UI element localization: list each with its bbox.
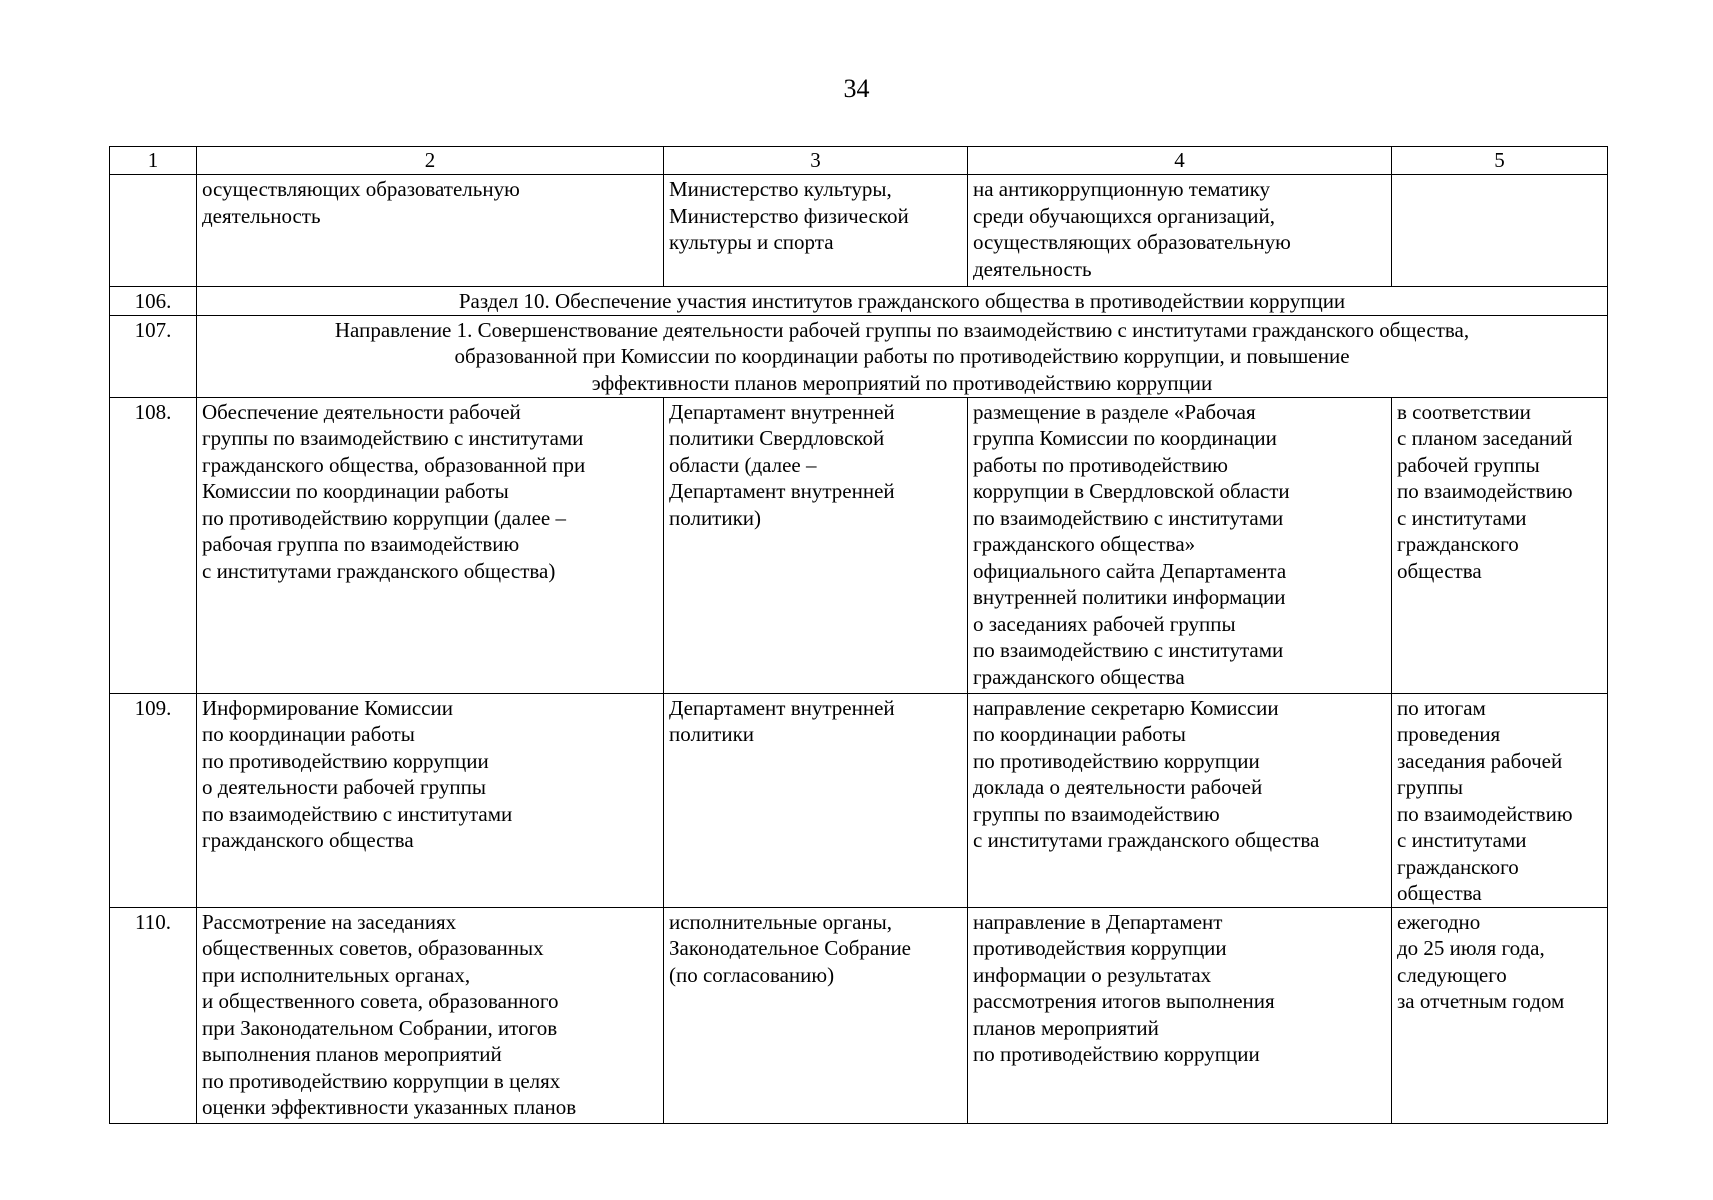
measure-cell: осуществляющих образовательную деятельность [197, 175, 664, 287]
column-number-row [110, 147, 1608, 175]
measure-cell: Информирование Комиссии по координации работы по противодействию коррупции о деятельности рабочей группы по взаимодействию с институтами гражданского общества [197, 693, 664, 907]
column-number: 1 [110, 147, 197, 175]
deadline-cell: в соответствии с планом заседаний рабочей группы по взаимодействию с институтами гражданского общества [1392, 397, 1608, 693]
row-number: 108. [110, 397, 197, 693]
result-cell: направление секретарю Комиссии по координации работы по противодействию коррупции доклада о деятельности рабочей группы по взаимодействию с институтами гражданского общества [968, 693, 1392, 907]
measure-cell: Рассмотрение на заседаниях общественных советов, образованных при исполнительных органах, и общественного совета, образованного при Законодательном Собрании, итогов выполнения планов мероприятий по противодействию коррупции в целях оценки эффективности указанных планов [197, 907, 664, 1123]
result-cell: размещение в разделе «Рабочая группа Комиссии по координации работы по противодействию коррупции в Свердловской области по взаимодействию с институтами гражданского общества» официального сайта Департамента внутренней политики информации о заседаниях рабочей группы по взаимодействию с институтами гражданского общества [968, 397, 1392, 693]
section-heading-row [110, 287, 1608, 316]
measure-cell: Обеспечение деятельности рабочей группы по взаимодействию с институтами гражданского общества, образованной при Комиссии по координации работы по противодействию коррупции (далее – рабочая группа по взаимодействию с институтами гражданского общества) [197, 397, 664, 693]
column-number: 4 [968, 147, 1392, 175]
direction-heading: Направление 1. Совершенствование деятельности рабочей группы по взаимодействию с институтами гражданского общества, образованной при Комиссии по координации работы по противодействию коррупции, и повышение эффективности планов мероприятий по противодействию коррупции [197, 315, 1608, 397]
row-number [110, 175, 197, 287]
executor-cell: исполнительные органы, Законодательное Собрание (по согласованию) [664, 907, 968, 1123]
row-number: 109. [110, 693, 197, 907]
action-plan-table [109, 146, 1608, 1124]
deadline-cell: по итогам проведения заседания рабочей группы по взаимодействию с институтами гражданского общества [1392, 693, 1608, 907]
table-row [110, 397, 1608, 693]
result-cell: на антикоррупционную тематику среди обучающихся организаций, осуществляющих образовательную деятельность [968, 175, 1392, 287]
column-number: 2 [197, 147, 664, 175]
deadline-cell: ежегодно до 25 июля года, следующего за отчетным годом [1392, 907, 1608, 1123]
row-number: 106. [110, 287, 197, 316]
row-number: 107. [110, 315, 197, 397]
deadline-cell [1392, 175, 1608, 287]
page-number: 34 [843, 74, 870, 103]
column-number: 3 [664, 147, 968, 175]
direction-heading-row [110, 315, 1608, 397]
table-row [110, 907, 1608, 1123]
table-row [110, 175, 1608, 287]
table-row [110, 693, 1608, 907]
executor-cell: Министерство культуры, Министерство физической культуры и спорта [664, 175, 968, 287]
column-number: 5 [1392, 147, 1608, 175]
executor-cell: Департамент внутренней политики Свердловской области (далее – Департамент внутренней политики) [664, 397, 968, 693]
row-number: 110. [110, 907, 197, 1123]
result-cell: направление в Департамент противодействия коррупции информации о результатах рассмотрения итогов выполнения планов мероприятий по противодействию коррупции [968, 907, 1392, 1123]
executor-cell: Департамент внутренней политики [664, 693, 968, 907]
section-heading: Раздел 10. Обеспечение участия институтов гражданского общества в противодействии коррупции [197, 287, 1608, 316]
